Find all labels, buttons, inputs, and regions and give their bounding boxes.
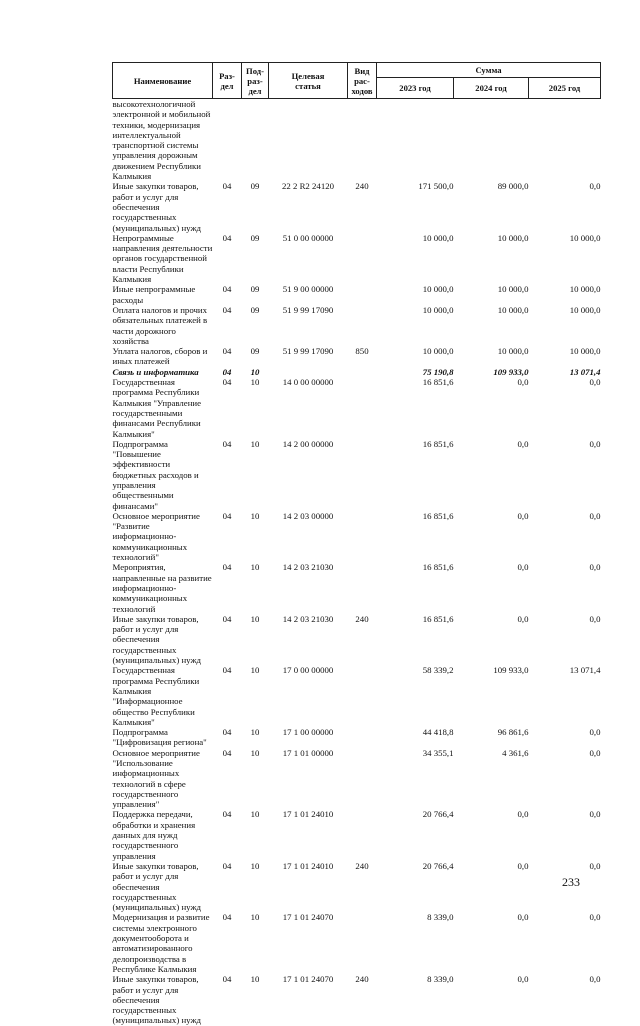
row-podrazdel — [242, 99, 269, 182]
row-sum-2023: 20 766,4 — [422, 860, 454, 871]
row-sum-2023: 44 418,8 — [422, 727, 454, 738]
table-row — [113, 305, 601, 346]
row-target: 22 2 R2 24120 — [281, 181, 335, 192]
table-row — [113, 367, 601, 377]
table-row — [113, 439, 601, 511]
row-razdel: 04 — [222, 304, 232, 315]
row-name: Иные закупки товаров, работ и услуг для обеспечения государственных (муниципальных) нужд — [112, 974, 202, 1026]
row-sum-2023: 10 000,0 — [422, 232, 454, 243]
row-sum-2025: 0,0 — [589, 974, 601, 985]
row-sum-2024: 96 861,6 — [497, 727, 529, 738]
row-sum-2025: 13 071,4 — [569, 366, 601, 377]
row-sum-2023: 16 851,6 — [422, 438, 454, 449]
row-podrazdel: 09 — [250, 346, 260, 357]
row-name: высокотехнологичной электронной и мобильной техники, модернизация интеллектуальной транспортной системы управления дорожным движением Республики Калмыкия — [112, 99, 211, 182]
row-name: Подпрограмма "Повышение эффективности бюджетных расходов и управления общественными финансами" — [112, 438, 199, 511]
row-vid — [348, 511, 377, 562]
row-sum-2024: 10 000,0 — [497, 284, 529, 295]
row-vid — [348, 377, 377, 439]
row-name: Поддержка передачи, обработки и хранения данных для нужд государственного управления — [112, 809, 196, 861]
row-podrazdel: 10 — [250, 912, 260, 923]
row-sum-2024: 109 933,0 — [493, 366, 529, 377]
row-target: 17 1 01 00000 — [282, 747, 334, 758]
row-vid — [348, 727, 377, 748]
row-vid — [348, 233, 377, 284]
row-sum-2023: 8 339,0 — [427, 974, 454, 985]
row-sum-2024: 10 000,0 — [497, 304, 529, 315]
row-sum-2024: 0,0 — [517, 438, 529, 449]
row-vid — [348, 439, 377, 511]
row-sum-2024: 0,0 — [517, 377, 529, 388]
table-row — [113, 377, 601, 439]
table-row — [113, 912, 601, 974]
row-name: Основное мероприятие "Использование информационных технологий в сфере государственного управления" — [112, 747, 200, 810]
row-sum-2023: 58 339,2 — [422, 665, 454, 676]
table-body — [113, 99, 601, 1026]
header-2025: 2025 год — [529, 78, 601, 99]
row-razdel: 04 — [222, 860, 232, 871]
row-sum-2023: 34 355,1 — [422, 747, 454, 758]
row-sum-2023: 16 851,6 — [422, 510, 454, 521]
row-name: Иные непрограммные расходы — [112, 284, 196, 305]
row-target: 17 0 00 00000 — [282, 665, 334, 676]
table-row — [113, 284, 601, 305]
table-row — [113, 748, 601, 810]
row-podrazdel: 10 — [250, 366, 260, 377]
row-target: 17 1 00 00000 — [282, 727, 334, 738]
row-sum-2023: 16 851,6 — [422, 613, 454, 624]
row-name: Государственная программа Республики Калмыкия "Информационное общество Республики Калмыкия" — [112, 665, 200, 727]
row-sum-2024 — [454, 99, 529, 182]
row-razdel: 04 — [222, 232, 232, 243]
row-podrazdel: 09 — [250, 181, 260, 192]
row-podrazdel: 10 — [250, 377, 260, 388]
row-podrazdel: 09 — [250, 284, 260, 295]
row-target: 14 2 03 00000 — [282, 510, 334, 521]
row-sum-2024: 0,0 — [517, 860, 529, 871]
row-vid — [348, 912, 377, 974]
row-vid — [348, 305, 377, 346]
row-sum-2025: 10 000,0 — [569, 284, 601, 295]
row-name: Подпрограмма "Цифровизация региона" — [112, 727, 207, 748]
row-sum-2023: 171 500,0 — [418, 181, 454, 192]
row-podrazdel: 10 — [250, 613, 260, 624]
row-razdel: 04 — [222, 912, 232, 923]
row-target: 51 9 99 17090 — [282, 304, 334, 315]
row-name: Мероприятия, направленные на развитие информационно-коммуникационных технологий — [112, 562, 212, 614]
row-sum-2024: 0,0 — [517, 562, 529, 573]
row-vid: 240 — [355, 860, 369, 871]
row-sum-2023: 16 851,6 — [422, 562, 454, 573]
row-podrazdel: 10 — [250, 438, 260, 449]
row-sum-2025: 0,0 — [589, 613, 601, 624]
row-razdel: 04 — [222, 284, 232, 295]
row-vid — [348, 284, 377, 305]
row-target: 14 0 00 00000 — [282, 377, 334, 388]
row-podrazdel: 10 — [250, 974, 260, 985]
row-sum-2024: 109 933,0 — [493, 665, 529, 676]
row-razdel: 04 — [222, 747, 232, 758]
row-sum-2025: 10 000,0 — [569, 304, 601, 315]
header-razdel: Раз- дел — [213, 63, 242, 99]
table-row — [113, 99, 601, 182]
row-target — [269, 367, 348, 377]
row-razdel: 04 — [222, 562, 232, 573]
row-sum-2025: 0,0 — [589, 809, 601, 820]
row-target: 14 2 03 21030 — [282, 562, 334, 573]
row-sum-2025: 0,0 — [589, 377, 601, 388]
table-row — [113, 614, 601, 665]
header-name: Наименование — [113, 63, 213, 99]
row-sum-2025: 0,0 — [589, 438, 601, 449]
row-vid: 240 — [355, 974, 369, 985]
row-vid — [348, 809, 377, 860]
row-target: 51 0 00 00000 — [282, 232, 334, 243]
row-vid: 850 — [355, 346, 369, 357]
row-sum-2025: 0,0 — [589, 747, 601, 758]
row-razdel: 04 — [222, 366, 232, 377]
table-row — [113, 181, 601, 232]
row-sum-2024: 10 000,0 — [497, 346, 529, 357]
row-sum-2024: 0,0 — [517, 912, 529, 923]
table-row — [113, 233, 601, 284]
row-sum-2025 — [529, 99, 601, 182]
row-razdel: 04 — [222, 438, 232, 449]
table-row — [113, 665, 601, 727]
row-sum-2025: 0,0 — [589, 510, 601, 521]
row-razdel: 04 — [222, 346, 232, 357]
row-vid — [348, 748, 377, 810]
row-razdel: 04 — [222, 974, 232, 985]
row-razdel: 04 — [222, 665, 232, 676]
row-sum-2025: 0,0 — [589, 912, 601, 923]
header-target: Целевая статья — [269, 63, 348, 99]
row-name: Модернизация и развитие системы электронного документооборота и автоматизированного делопроизводства в Республике Калмыкия — [112, 912, 210, 974]
row-sum-2023: 10 000,0 — [422, 304, 454, 315]
row-podrazdel: 10 — [250, 809, 260, 820]
page-number: 233 — [562, 875, 580, 889]
row-sum-2025: 13 071,4 — [569, 665, 601, 676]
row-name: Оплата налогов и прочих обязательных платежей в части дорожного хозяйства — [112, 304, 208, 346]
table-row — [113, 346, 601, 367]
row-name: Основное мероприятие "Развитие информационно-коммуникационных технологий" — [112, 510, 200, 563]
row-podrazdel: 10 — [250, 860, 260, 871]
row-vid: 240 — [355, 181, 369, 192]
row-sum-2023: 16 851,6 — [422, 377, 454, 388]
row-vid: 240 — [355, 613, 369, 624]
row-podrazdel: 10 — [250, 747, 260, 758]
header-podrazdel: Под- раз- дел — [242, 63, 269, 99]
table-row — [113, 727, 601, 748]
row-razdel: 04 — [222, 510, 232, 521]
row-vid — [348, 665, 377, 727]
row-target: 14 2 03 21030 — [282, 613, 334, 624]
header-sum: Сумма — [377, 63, 601, 78]
row-vid — [348, 367, 377, 377]
row-sum-2025: 10 000,0 — [569, 346, 601, 357]
row-target: 17 1 01 24070 — [282, 974, 334, 985]
table-row — [113, 809, 601, 860]
row-target: 17 1 01 24010 — [282, 860, 334, 871]
row-sum-2024: 0,0 — [517, 809, 529, 820]
header-2024: 2024 год — [454, 78, 529, 99]
row-name: Иные закупки товаров, работ и услуг для обеспечения государственных (муниципальных) нужд — [112, 613, 202, 666]
row-sum-2024: 0,0 — [517, 613, 529, 624]
row-razdel: 04 — [222, 377, 232, 388]
row-name: Государственная программа Республики Калмыкия "Управление государственными финансами Республики Калмыкия" — [112, 377, 202, 439]
row-name: Иные закупки товаров, работ и услуг для обеспечения государственных (муниципальных) нужд — [112, 860, 202, 913]
row-target — [269, 99, 348, 182]
row-podrazdel: 10 — [250, 562, 260, 573]
row-target: 51 9 00 00000 — [282, 284, 334, 295]
row-sum-2025: 0,0 — [589, 727, 601, 738]
table-row — [113, 974, 601, 1025]
row-vid — [348, 562, 377, 613]
row-razdel — [213, 99, 242, 182]
row-sum-2024: 0,0 — [517, 974, 529, 985]
table-header — [113, 63, 601, 99]
row-target: 51 9 99 17090 — [282, 346, 334, 357]
row-sum-2023: 8 339,0 — [427, 912, 454, 923]
row-podrazdel: 10 — [250, 510, 260, 521]
row-sum-2024: 0,0 — [517, 510, 529, 521]
row-name: Уплата налогов, сборов и иных платежей — [112, 346, 208, 367]
row-vid — [348, 99, 377, 182]
row-sum-2023 — [377, 99, 454, 182]
row-name: Связь и информатика — [112, 366, 199, 377]
table-row — [113, 511, 601, 562]
header-2023: 2023 год — [377, 78, 454, 99]
row-podrazdel: 09 — [250, 304, 260, 315]
row-sum-2024: 89 000,0 — [497, 181, 529, 192]
row-sum-2025: 0,0 — [589, 562, 601, 573]
row-sum-2023: 75 190,8 — [422, 366, 454, 377]
row-sum-2024: 4 361,6 — [502, 747, 529, 758]
row-sum-2025: 10 000,0 — [569, 232, 601, 243]
row-sum-2025: 0,0 — [589, 860, 601, 871]
row-sum-2023: 20 766,4 — [422, 809, 454, 820]
row-razdel: 04 — [222, 727, 232, 738]
row-razdel: 04 — [222, 809, 232, 820]
row-sum-2024: 10 000,0 — [497, 232, 529, 243]
budget-table — [112, 62, 601, 1026]
row-razdel: 04 — [222, 613, 232, 624]
row-target: 17 1 01 24010 — [282, 809, 334, 820]
row-podrazdel: 10 — [250, 665, 260, 676]
header-vid: Вид рас- ходов — [348, 63, 377, 99]
row-sum-2023: 10 000,0 — [422, 284, 454, 295]
table-row — [113, 562, 601, 613]
row-razdel: 04 — [222, 181, 232, 192]
row-sum-2023: 10 000,0 — [422, 346, 454, 357]
row-target: 14 2 00 00000 — [282, 438, 334, 449]
row-name: Иные закупки товаров, работ и услуг для обеспечения государственных (муниципальных) нужд — [112, 181, 202, 233]
row-name: Непрограммные направления деятельности органов государственной власти Республики Калмыкия — [112, 232, 213, 285]
row-podrazdel: 10 — [250, 727, 260, 738]
row-podrazdel: 09 — [250, 232, 260, 243]
row-sum-2025: 0,0 — [589, 181, 601, 192]
row-target: 17 1 01 24070 — [282, 912, 334, 923]
